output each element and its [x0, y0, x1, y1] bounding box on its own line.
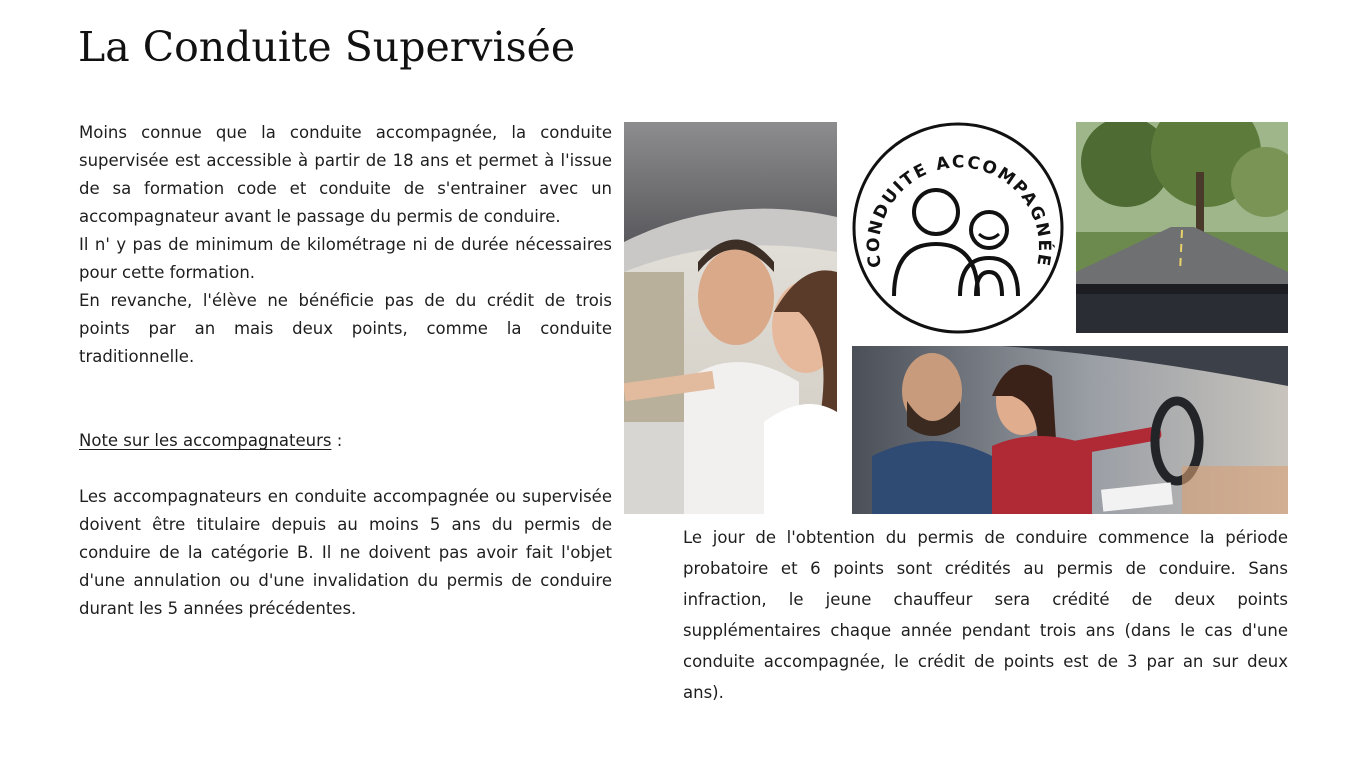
road-windshield-photo [1076, 122, 1288, 333]
note-title-suffix: : [331, 431, 343, 450]
probation-paragraph: Le jour de l'obtention du permis de conduire commence la période probatoire et 6 points sont crédités au permis de conduire. Sans infraction, le jeune chauffeur sera crédité de deux points supplémentaires chaque année pendant trois ans (dans le cas d'une conduite accompagnée, le crédit de points est de 3 par an sur deux ans). [683, 528, 1288, 702]
mileage-paragraph: Il n' y pas de minimum de kilométrage ni de durée nécessaires pour cette formation. [79, 235, 612, 282]
spacer [79, 455, 612, 483]
note-body: Les accompagnateurs en conduite accompagnée ou supervisée doivent être titulaire depuis au moins 5 ans du permis de conduire de la catégorie B. Il ne doivent pas avoir fait l'objet d'une annulation ou d'une invalidation du permis de conduire durant les 5 années précédentes. [79, 487, 612, 618]
driving-lesson-illustration [852, 346, 1288, 514]
road-windshield-illustration [1076, 122, 1288, 333]
driving-lesson-photo [852, 346, 1288, 514]
note-title: Note sur les accompagnateurs [79, 431, 332, 450]
car-instructor-illustration [624, 122, 837, 514]
left-text-column [79, 119, 612, 623]
spacer [79, 371, 612, 427]
conduite-accompagnee-logo [848, 120, 1068, 335]
logo-text: CONDUITE ACCOMPAGNÉE [863, 152, 1055, 270]
conduite-accompagnee-logo-graphic [848, 120, 1068, 335]
note-heading [79, 427, 612, 455]
page-title: La Conduite Supervisée [78, 23, 576, 71]
intro-paragraph: Moins connue que la conduite accompagnée, la conduite supervisée est accessible à partir de 18 ans et permet à l'issue de sa formation code et conduite de s'entrainer avec un accompagnateur avant le passage du permis de conduire. [79, 123, 612, 226]
points-paragraph: En revanche, l'élève ne bénéficie pas de du crédit de trois points par an mais deux points, comme la conduite traditionnelle. [79, 291, 612, 366]
car-instructor-photo [624, 122, 837, 514]
